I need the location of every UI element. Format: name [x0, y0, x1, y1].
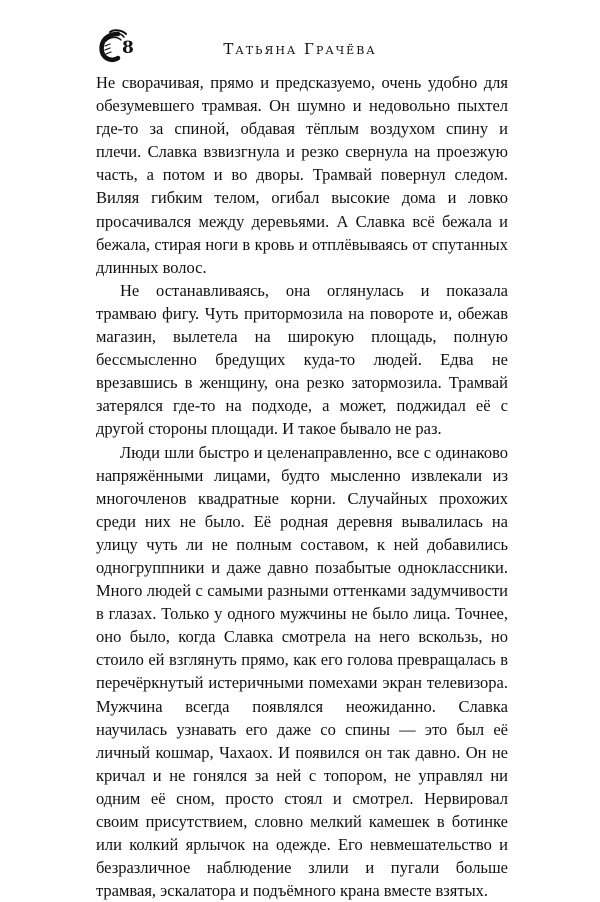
paragraph: Не останавливаясь, она оглянулась и показала трамваю фигу. Чуть притормозила на повороте и, обежав магазин, вылетела на широкую площадь, полную бессмысленно бредущих куда-то людей. Едва не врезавшись в женщину, она резко затормозила. Трамвай затерялся где-то на подходе, а может, поджидал её с другой стороны площади. И такое бывало не раз.	[96, 279, 508, 441]
running-head-author: Татьяна Грачёва	[96, 42, 504, 57]
paragraph: Не сворачивая, прямо и предсказуемо, очень удобно для обезумевшего трамвая. Он шумно и недовольно пыхтел где-то за спиной, обдавая тёплым воздухом спину и плечи. Славка взвизгнула и резко свернула на проезжую часть, а потом и во дворы. Трамвай повернул следом. Виляя гибким телом, огибал высокие дома и ловко просачивался между деревьями. А Славка всё бежала и бежала, стирая ноги в кровь и отплёвываясь от спутанных длинных волос.	[96, 71, 508, 279]
body-text	[96, 71, 508, 902]
paragraph: Люди шли быстро и целенаправленно, все с одинаково напряжёнными лицами, будто мысленно извлекали из многочленов квадратные корни. Случайных прохожих среди них не было. Её родная деревня вывалилась на улицу чуть ли не полным составом, к ней добавились одногруппники и даже давно позабытые одноклассники. Много людей с самыми разными оттенками задумчивости в глазах. Только у одного мужчины не было лица. Точнее, оно было, когда Славка смотрела на него вскользь, но стоило ей взглянуть прямо, как его голова превращалась в перечёркнутый истеричными помехами экран телевизора. Мужчина всегда появлялся неожиданно. Славка научилась узнавать его даже со спины — это был её личный кошмар, Чахаох. И появился он так давно. Он не кричал и не гонялся за ней с топором, не управлял ни одним её сном, просто стоял и смотрел. Нервировал своим присутствием, словно мелкий камешек в ботинке или колкий ярлычок на одежде. Его невмешательство и безразличное наблюдение злили и пугали больше трамвая, эскалатора и подъёмного крана вместе взятых.	[96, 441, 508, 902]
page-header	[96, 28, 504, 68]
page-number: 8	[122, 40, 134, 57]
